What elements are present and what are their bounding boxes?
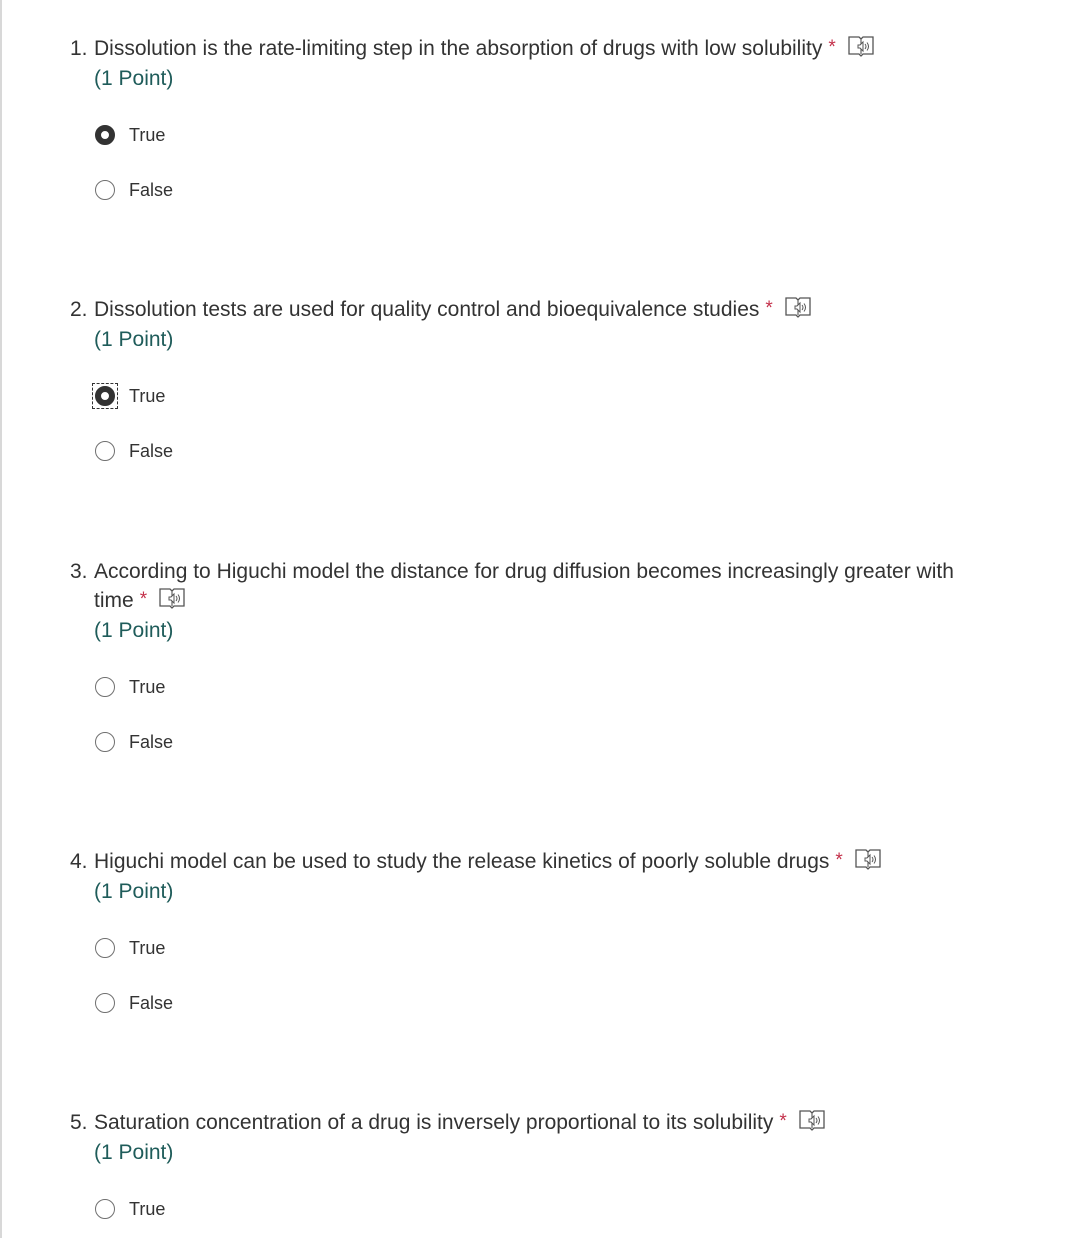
radio-wrapper[interactable]: [93, 675, 117, 699]
option-label: False: [129, 179, 174, 200]
question-title: [70, 295, 1030, 325]
question-text: [94, 847, 1030, 877]
question-number: 4.: [70, 850, 88, 873]
required-asterisk: *: [835, 850, 843, 871]
question-text-label: Higuchi model can be used to study the release kinetics of poorly soluble drugs: [94, 850, 830, 873]
question-title: [70, 1108, 1030, 1138]
radio-button[interactable]: [95, 180, 115, 200]
question-text-label: Dissolution is the rate-limiting step in the absorption of drugs with low solubility: [94, 37, 823, 60]
radio-wrapper[interactable]: [93, 1197, 117, 1221]
radio-button-checked[interactable]: [95, 386, 115, 406]
question-4: [70, 847, 1030, 1017]
option-false[interactable]: [93, 437, 1030, 465]
question-text: [94, 557, 980, 616]
question-text-label: According to Higuchi model the distance for drug diffusion becomes increasingly greater with time: [94, 560, 954, 612]
option-false[interactable]: [93, 989, 1030, 1017]
radio-button[interactable]: [95, 441, 115, 461]
radio-wrapper-focused[interactable]: [93, 384, 117, 408]
question-number: 5.: [70, 1111, 88, 1134]
option-true[interactable]: [93, 673, 980, 701]
question-points: (1 Point): [94, 880, 174, 903]
radio-button[interactable]: [95, 938, 115, 958]
option-true[interactable]: [93, 382, 1030, 410]
question-points: (1 Point): [94, 1141, 174, 1164]
radio-wrapper[interactable]: [93, 178, 117, 202]
option-true[interactable]: [93, 121, 1030, 149]
question-number: 3.: [70, 560, 88, 583]
radio-button[interactable]: [95, 993, 115, 1013]
question-number: 2.: [70, 298, 88, 321]
required-asterisk: *: [828, 37, 836, 58]
question-text-label: Dissolution tests are used for quality control and bioequivalence studies: [94, 298, 760, 321]
question-title: [70, 557, 980, 616]
page-left-border: [0, 0, 2, 1238]
question-3: [70, 557, 980, 756]
question-5: [70, 1108, 1030, 1223]
question-text: [94, 34, 1030, 64]
question-title: [70, 34, 1030, 64]
question-points: (1 Point): [94, 67, 174, 90]
option-label: True: [129, 1198, 166, 1219]
radio-button[interactable]: [95, 677, 115, 697]
radio-button-checked[interactable]: [95, 125, 115, 145]
immersive-reader-icon[interactable]: [783, 294, 813, 320]
option-label: True: [129, 676, 166, 697]
question-points: (1 Point): [94, 619, 174, 642]
radio-wrapper[interactable]: [93, 936, 117, 960]
option-label: False: [129, 731, 174, 752]
radio-wrapper[interactable]: [93, 730, 117, 754]
required-asterisk: *: [765, 298, 773, 319]
immersive-reader-icon[interactable]: [846, 33, 876, 59]
question-text-label: Saturation concentration of a drug is inversely proportional to its solubility: [94, 1111, 774, 1134]
radio-wrapper[interactable]: [93, 123, 117, 147]
option-label: True: [129, 385, 166, 406]
immersive-reader-icon[interactable]: [797, 1107, 827, 1133]
option-label: True: [129, 937, 166, 958]
question-title: [70, 847, 1030, 877]
radio-button[interactable]: [95, 732, 115, 752]
option-label: True: [129, 124, 166, 145]
option-label: False: [129, 992, 174, 1013]
option-false[interactable]: [93, 176, 1030, 204]
radio-wrapper[interactable]: [93, 439, 117, 463]
required-asterisk: *: [779, 1111, 787, 1132]
required-asterisk: *: [139, 589, 148, 610]
option-false[interactable]: [93, 728, 980, 756]
option-true[interactable]: [93, 934, 1030, 962]
question-text: [94, 295, 1030, 325]
question-1: [70, 34, 1030, 204]
question-number: 1.: [70, 37, 88, 60]
immersive-reader-icon[interactable]: [853, 846, 883, 872]
radio-wrapper[interactable]: [93, 991, 117, 1015]
radio-button[interactable]: [95, 1199, 115, 1219]
option-label: False: [129, 440, 174, 461]
immersive-reader-icon[interactable]: [157, 585, 187, 611]
question-text: [94, 1108, 1030, 1138]
option-true[interactable]: [93, 1195, 1030, 1223]
question-2: [70, 295, 1030, 465]
question-points: (1 Point): [94, 328, 174, 351]
